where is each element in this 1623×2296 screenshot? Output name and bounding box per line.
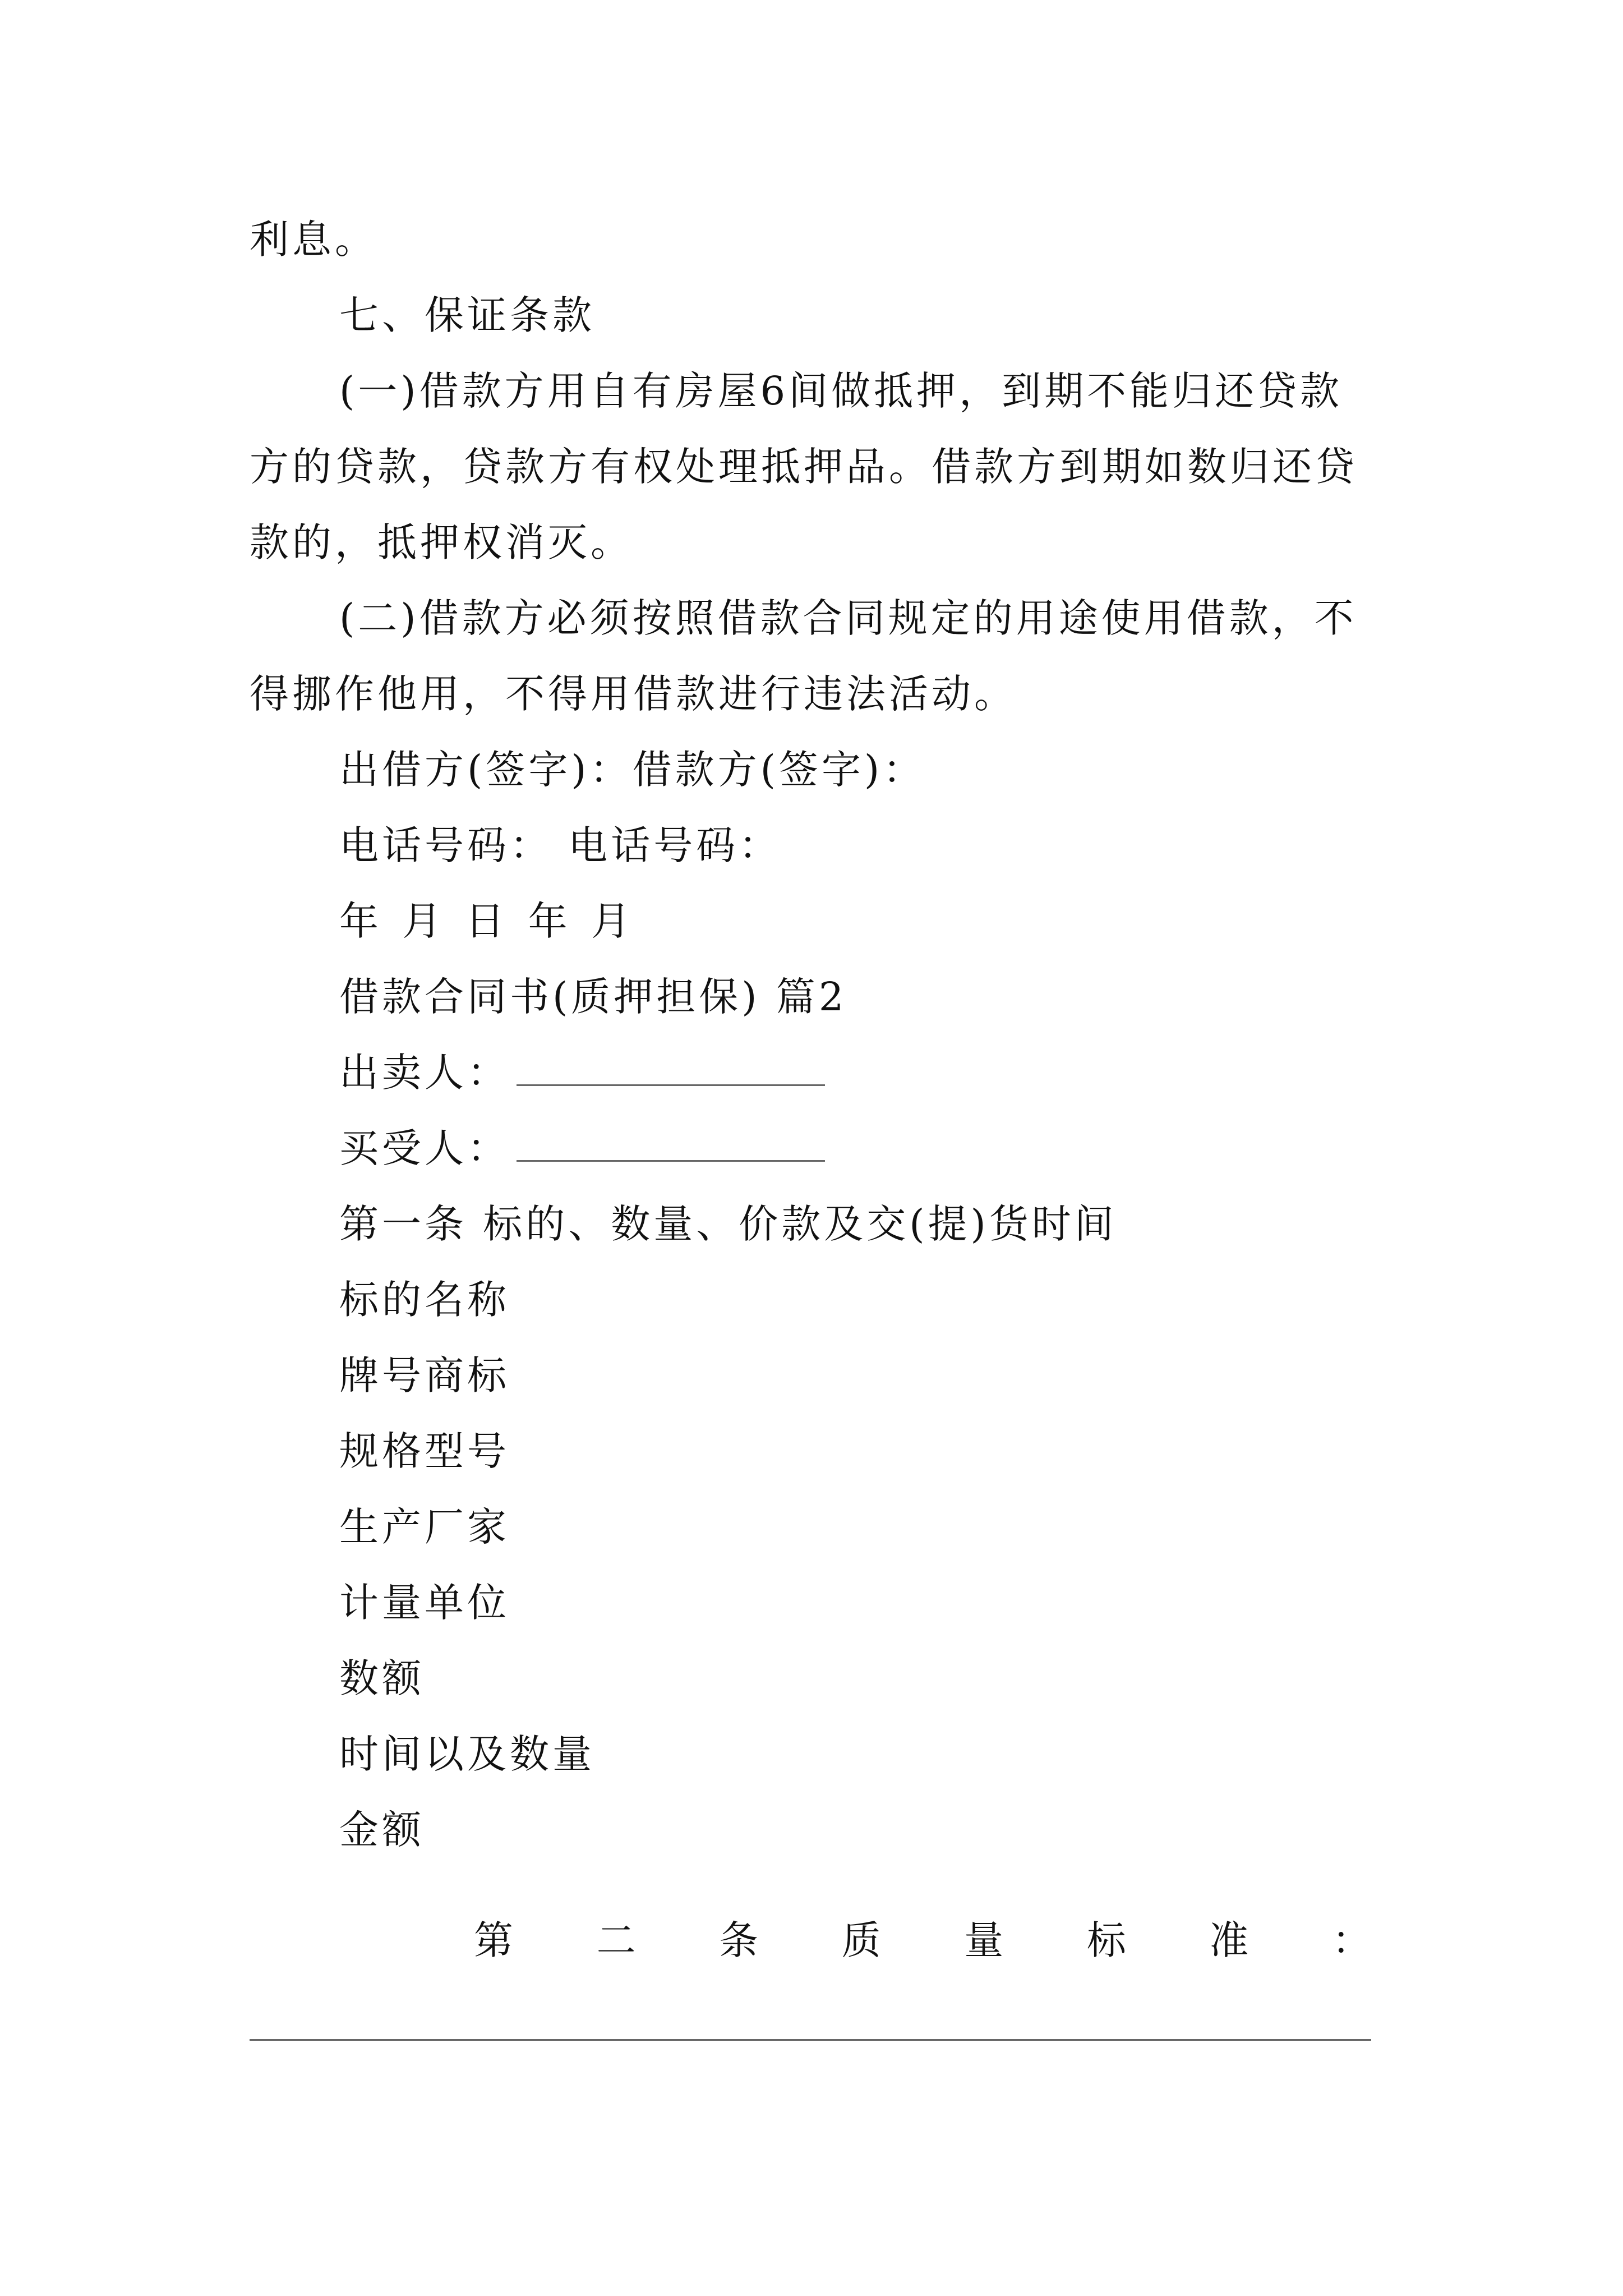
- article-two-char-4: 质: [841, 1917, 881, 1963]
- item-manufacturer: 生产厂家: [339, 1504, 510, 1550]
- buyer-label: 买受人：: [339, 1125, 510, 1171]
- article-two-heading: [474, 1917, 1371, 1963]
- article-one-heading: 第一条 标的、数量、价款及交(提)货时间: [339, 1201, 1117, 1247]
- article-two-char-8: ：: [1331, 1917, 1371, 1963]
- paragraph-one-line-2: 方的贷款，贷款方有权处理抵押品。借款方到期如数归还贷: [250, 444, 1358, 490]
- phone-line: 电话号码： 电话号码：: [339, 822, 782, 868]
- paragraph-two-line-1: (二)借款方必须按照借款合同规定的用途使用借款，不: [339, 595, 1357, 641]
- seller-line: [339, 1050, 825, 1096]
- date-line: 年 月 日 年 月: [339, 898, 637, 944]
- item-amount-count: 数额: [339, 1655, 425, 1701]
- item-specification-model: 规格型号: [339, 1428, 510, 1474]
- article-two-char-7: 准: [1209, 1917, 1249, 1963]
- blank-underline: [250, 2039, 1371, 2041]
- seller-label: 出卖人：: [339, 1050, 510, 1096]
- article-two-char-3: 条: [719, 1917, 759, 1963]
- seller-blank: [517, 1053, 825, 1086]
- article-two-char-1: 第: [474, 1917, 513, 1963]
- paragraph-one-line-1: (一)借款方用自有房屋6间做抵押，到期不能归还贷款: [339, 368, 1343, 414]
- item-unit: 计量单位: [339, 1580, 510, 1626]
- item-amount-money: 金额: [339, 1807, 425, 1853]
- item-subject-name: 标的名称: [339, 1277, 510, 1323]
- article-two-char-6: 标: [1086, 1917, 1126, 1963]
- item-brand-trademark: 牌号商标: [339, 1352, 510, 1398]
- article-two-char-2: 二: [596, 1917, 636, 1963]
- buyer-line: [339, 1125, 825, 1171]
- paragraph-one-line-3: 款的，抵押权消灭。: [250, 519, 633, 565]
- paragraph-two-line-2: 得挪作他用，不得用借款进行违法活动。: [250, 671, 1017, 717]
- article-two-char-5: 量: [964, 1917, 1004, 1963]
- section-heading-guarantee-clause: 七、保证条款: [339, 292, 595, 338]
- contract-title: 借款合同书(质押担保) 篇2: [339, 974, 847, 1020]
- buyer-blank: [517, 1129, 825, 1162]
- text-line-interest: 利息。: [250, 217, 377, 263]
- item-time-quantity: 时间以及数量: [339, 1731, 595, 1777]
- signature-line: 出借方(签字)：借款方(签字)：: [339, 747, 926, 793]
